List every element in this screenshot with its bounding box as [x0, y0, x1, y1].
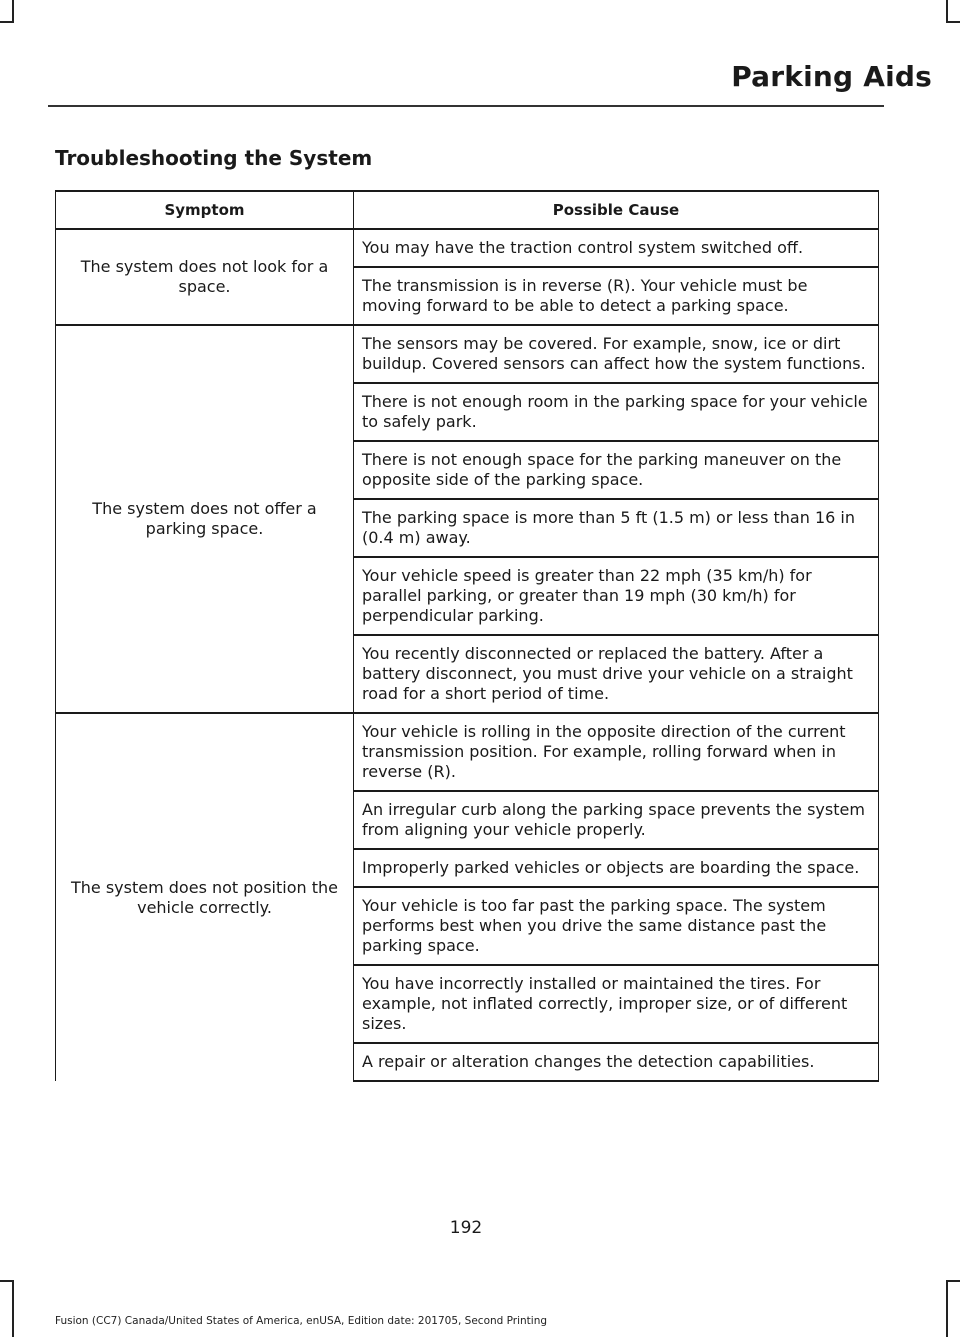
- cause-cell: Your vehicle is rolling in the opposite direction of the current transmission position. For example, rolling forward when in reverse (R).: [354, 713, 879, 791]
- table-header-row: [56, 191, 879, 229]
- crop-mark-top-right: [946, 0, 948, 22]
- symptom-cell: The system does not offer a parking space.: [56, 325, 354, 713]
- crop-mark-bottom-right: [946, 1280, 948, 1337]
- cause-cell: An irregular curb along the parking space prevents the system from aligning your vehicle properly.: [354, 791, 879, 849]
- cause-cell: The sensors may be covered. For example, snow, ice or dirt buildup. Covered sensors can affect how the system functions.: [354, 325, 879, 383]
- column-header-possible-cause: Possible Cause: [354, 191, 879, 229]
- table-row: [56, 325, 879, 383]
- crop-mark-top-left-h: [0, 21, 14, 23]
- crop-mark-bottom-right-h: [946, 1280, 960, 1282]
- crop-mark-top-right-h: [946, 21, 960, 23]
- table-row: [56, 229, 879, 267]
- cause-cell: Improperly parked vehicles or objects are boarding the space.: [354, 849, 879, 887]
- troubleshooting-table: [55, 190, 879, 1082]
- crop-mark-bottom-left: [12, 1280, 14, 1337]
- cause-cell: There is not enough room in the parking space for your vehicle to safely park.: [354, 383, 879, 441]
- footer-edition-text: Fusion (CC7) Canada/United States of America, enUSA, Edition date: 201705, Second Printing: [55, 1315, 548, 1327]
- cause-cell: You recently disconnected or replaced the battery. After a battery disconnect, you must drive your vehicle on a straight road for a short period of time.: [354, 635, 879, 713]
- chapter-title: Parking Aids: [731, 60, 932, 93]
- header-divider: [48, 105, 884, 107]
- page-number: 192: [449, 1218, 483, 1238]
- column-header-symptom: Symptom: [56, 191, 354, 229]
- symptom-cell: The system does not position the vehicle correctly.: [56, 713, 354, 1081]
- symptom-cell: The system does not look for a space.: [56, 229, 354, 325]
- cause-cell: A repair or alteration changes the detection capabilities.: [354, 1043, 879, 1081]
- cause-cell: The transmission is in reverse (R). Your vehicle must be moving forward to be able to detect a parking space.: [354, 267, 879, 325]
- crop-mark-top-left: [12, 0, 14, 22]
- cause-cell: Your vehicle speed is greater than 22 mph (35 km/h) for parallel parking, or greater than 19 mph (30 km/h) for perpendicular parking.: [354, 557, 879, 635]
- cause-cell: Your vehicle is too far past the parking space. The system performs best when you drive the same distance past the parking space.: [354, 887, 879, 965]
- cause-cell: You have incorrectly installed or maintained the tires. For example, not inflated correctly, improper size, or of different sizes.: [354, 965, 879, 1043]
- crop-mark-bottom-left-h: [0, 1280, 14, 1282]
- table-row: [56, 713, 879, 791]
- cause-cell: The parking space is more than 5 ft (1.5 m) or less than 16 in (0.4 m) away.: [354, 499, 879, 557]
- cause-cell: There is not enough space for the parking maneuver on the opposite side of the parking space.: [354, 441, 879, 499]
- cause-cell: You may have the traction control system switched off.: [354, 229, 879, 267]
- section-heading: Troubleshooting the System: [55, 146, 373, 170]
